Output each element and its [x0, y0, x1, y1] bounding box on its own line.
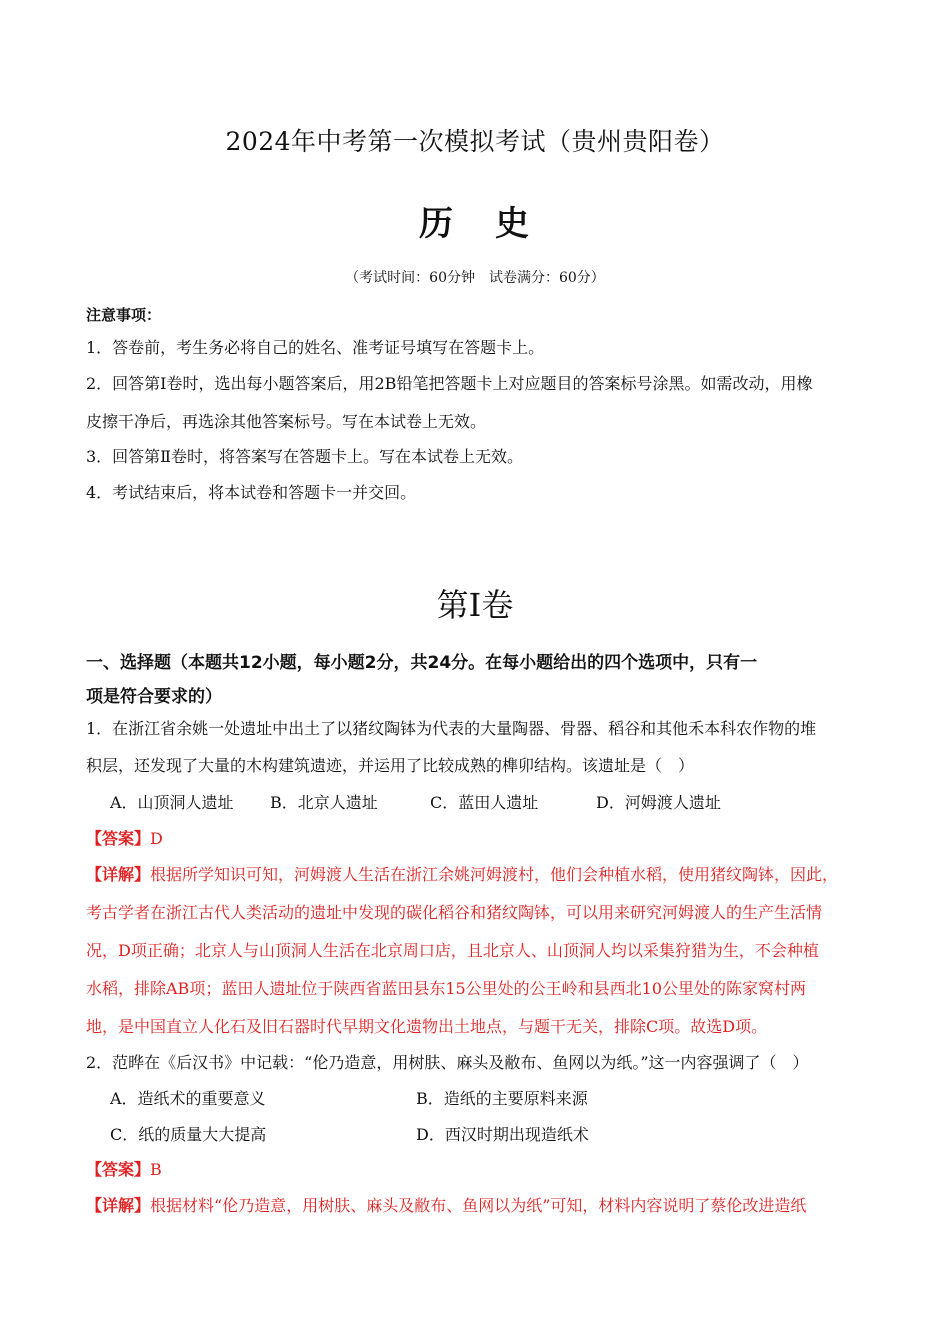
exam-info: （考试时间：60分钟 试卷满分：60分）	[345, 270, 605, 286]
subject-title	[0, 196, 950, 245]
detail-line: 根据材料“伦乃造意，用树肤、麻头及敝布、鱼网以为纸”可知，材料内容说明了蔡伦改进造纸	[150, 1196, 807, 1215]
detail-tag: 【详解】	[86, 865, 151, 884]
question-2-option-d: D．西汉时期出现造纸术	[416, 1125, 589, 1144]
detail-line: 根据所学知识可知，河姆渡人生活在浙江余姚河姆渡村，他们会种植水稻，使用猪纹陶钵，因此，	[150, 865, 839, 884]
question-1-option-a: A．山顶洞人遗址	[110, 793, 234, 812]
notice-item: 1．答卷前，考生务必将自己的姓名、准考证号填写在答题卡上。	[86, 338, 545, 357]
question-1-option-c: C．蓝田人遗址	[430, 793, 539, 812]
question-2-option-b: B．造纸的主要原料来源	[416, 1089, 588, 1108]
subject-char-1: 历	[419, 204, 455, 244]
question-1-detail	[86, 862, 866, 885]
section-heading: 项是符合要求的）	[86, 687, 222, 707]
detail-line: 况，D项正确；北京人与山顶洞人生活在北京周口店，且北京人、山顶洞人均以采集狩猎为生，不会种植	[86, 941, 819, 960]
question-1-option-b: B．北京人遗址	[270, 793, 378, 812]
answer-tag: 【答案】	[86, 829, 151, 848]
section-title: 第Ⅰ卷	[436, 586, 514, 624]
question-2-option-c: C．纸的质量大大提高	[110, 1125, 267, 1144]
question-1-stem: 积层，还发现了大量的木构建筑遗迹，并运用了比较成熟的榫卯结构。该遗址是（ ）	[86, 756, 695, 775]
question-1-option-d: D．河姆渡人遗址	[596, 793, 721, 812]
question-2-option-a: A．造纸术的重要意义	[110, 1089, 266, 1108]
detail-line: 考古学者在浙江古代人类活动的遗址中发现的碳化稻谷和猪纹陶钵，可以用来研究河姆渡人的生产生活情	[86, 903, 823, 922]
notice-title: 注意事项：	[86, 306, 162, 324]
question-2-detail	[86, 1193, 866, 1216]
question-1-answer	[86, 826, 866, 849]
detail-tag: 【详解】	[86, 1196, 151, 1215]
answer-tag: 【答案】	[86, 1160, 151, 1179]
notice-item: 4．考试结束后，将本试卷和答题卡一并交回。	[86, 483, 417, 502]
question-1-stem: 1．在浙江省余姚一处遗址中出土了以猪纹陶钵为代表的大量陶器、骨器、稻谷和其他禾本科农作物的堆	[86, 719, 817, 738]
detail-line: 地，是中国直立人化石及旧石器时代早期文化遗物出土地点，与题干无关，排除C项。故选D项。	[86, 1017, 768, 1036]
answer-value: D	[150, 829, 163, 848]
exam-title: 2024年中考第一次模拟考试（贵州贵阳卷）	[225, 127, 725, 156]
detail-line: 水稻，排除AB项；蓝田人遗址位于陕西省蓝田县东15公里处的公王岭和县西北10公里处的陈家窝村两	[86, 979, 807, 998]
question-2-stem: 2．范晔在《后汉书》中记载：“伦乃造意，用树肤、麻头及敝布、鱼网以为纸。”这一内容强调了（ ）	[86, 1053, 809, 1072]
section-heading: 一、选择题（本题共12小题，每小题2分，共24分。在每小题给出的四个选项中，只有一	[86, 653, 758, 673]
answer-value: B	[150, 1160, 162, 1179]
notice-item: 2．回答第Ⅰ卷时，选出每小题答案后，用2B铅笔把答题卡上对应题目的答案标号涂黑。如需改动，用橡	[86, 374, 813, 393]
subject-char-2: 史	[495, 204, 531, 244]
question-2-answer	[86, 1157, 866, 1180]
notice-item: 皮擦干净后，再选涂其他答案标号。写在本试卷上无效。	[86, 412, 487, 431]
notice-item: 3．回答第Ⅱ卷时，将答案写在答题卡上。写在本试卷上无效。	[86, 447, 524, 466]
